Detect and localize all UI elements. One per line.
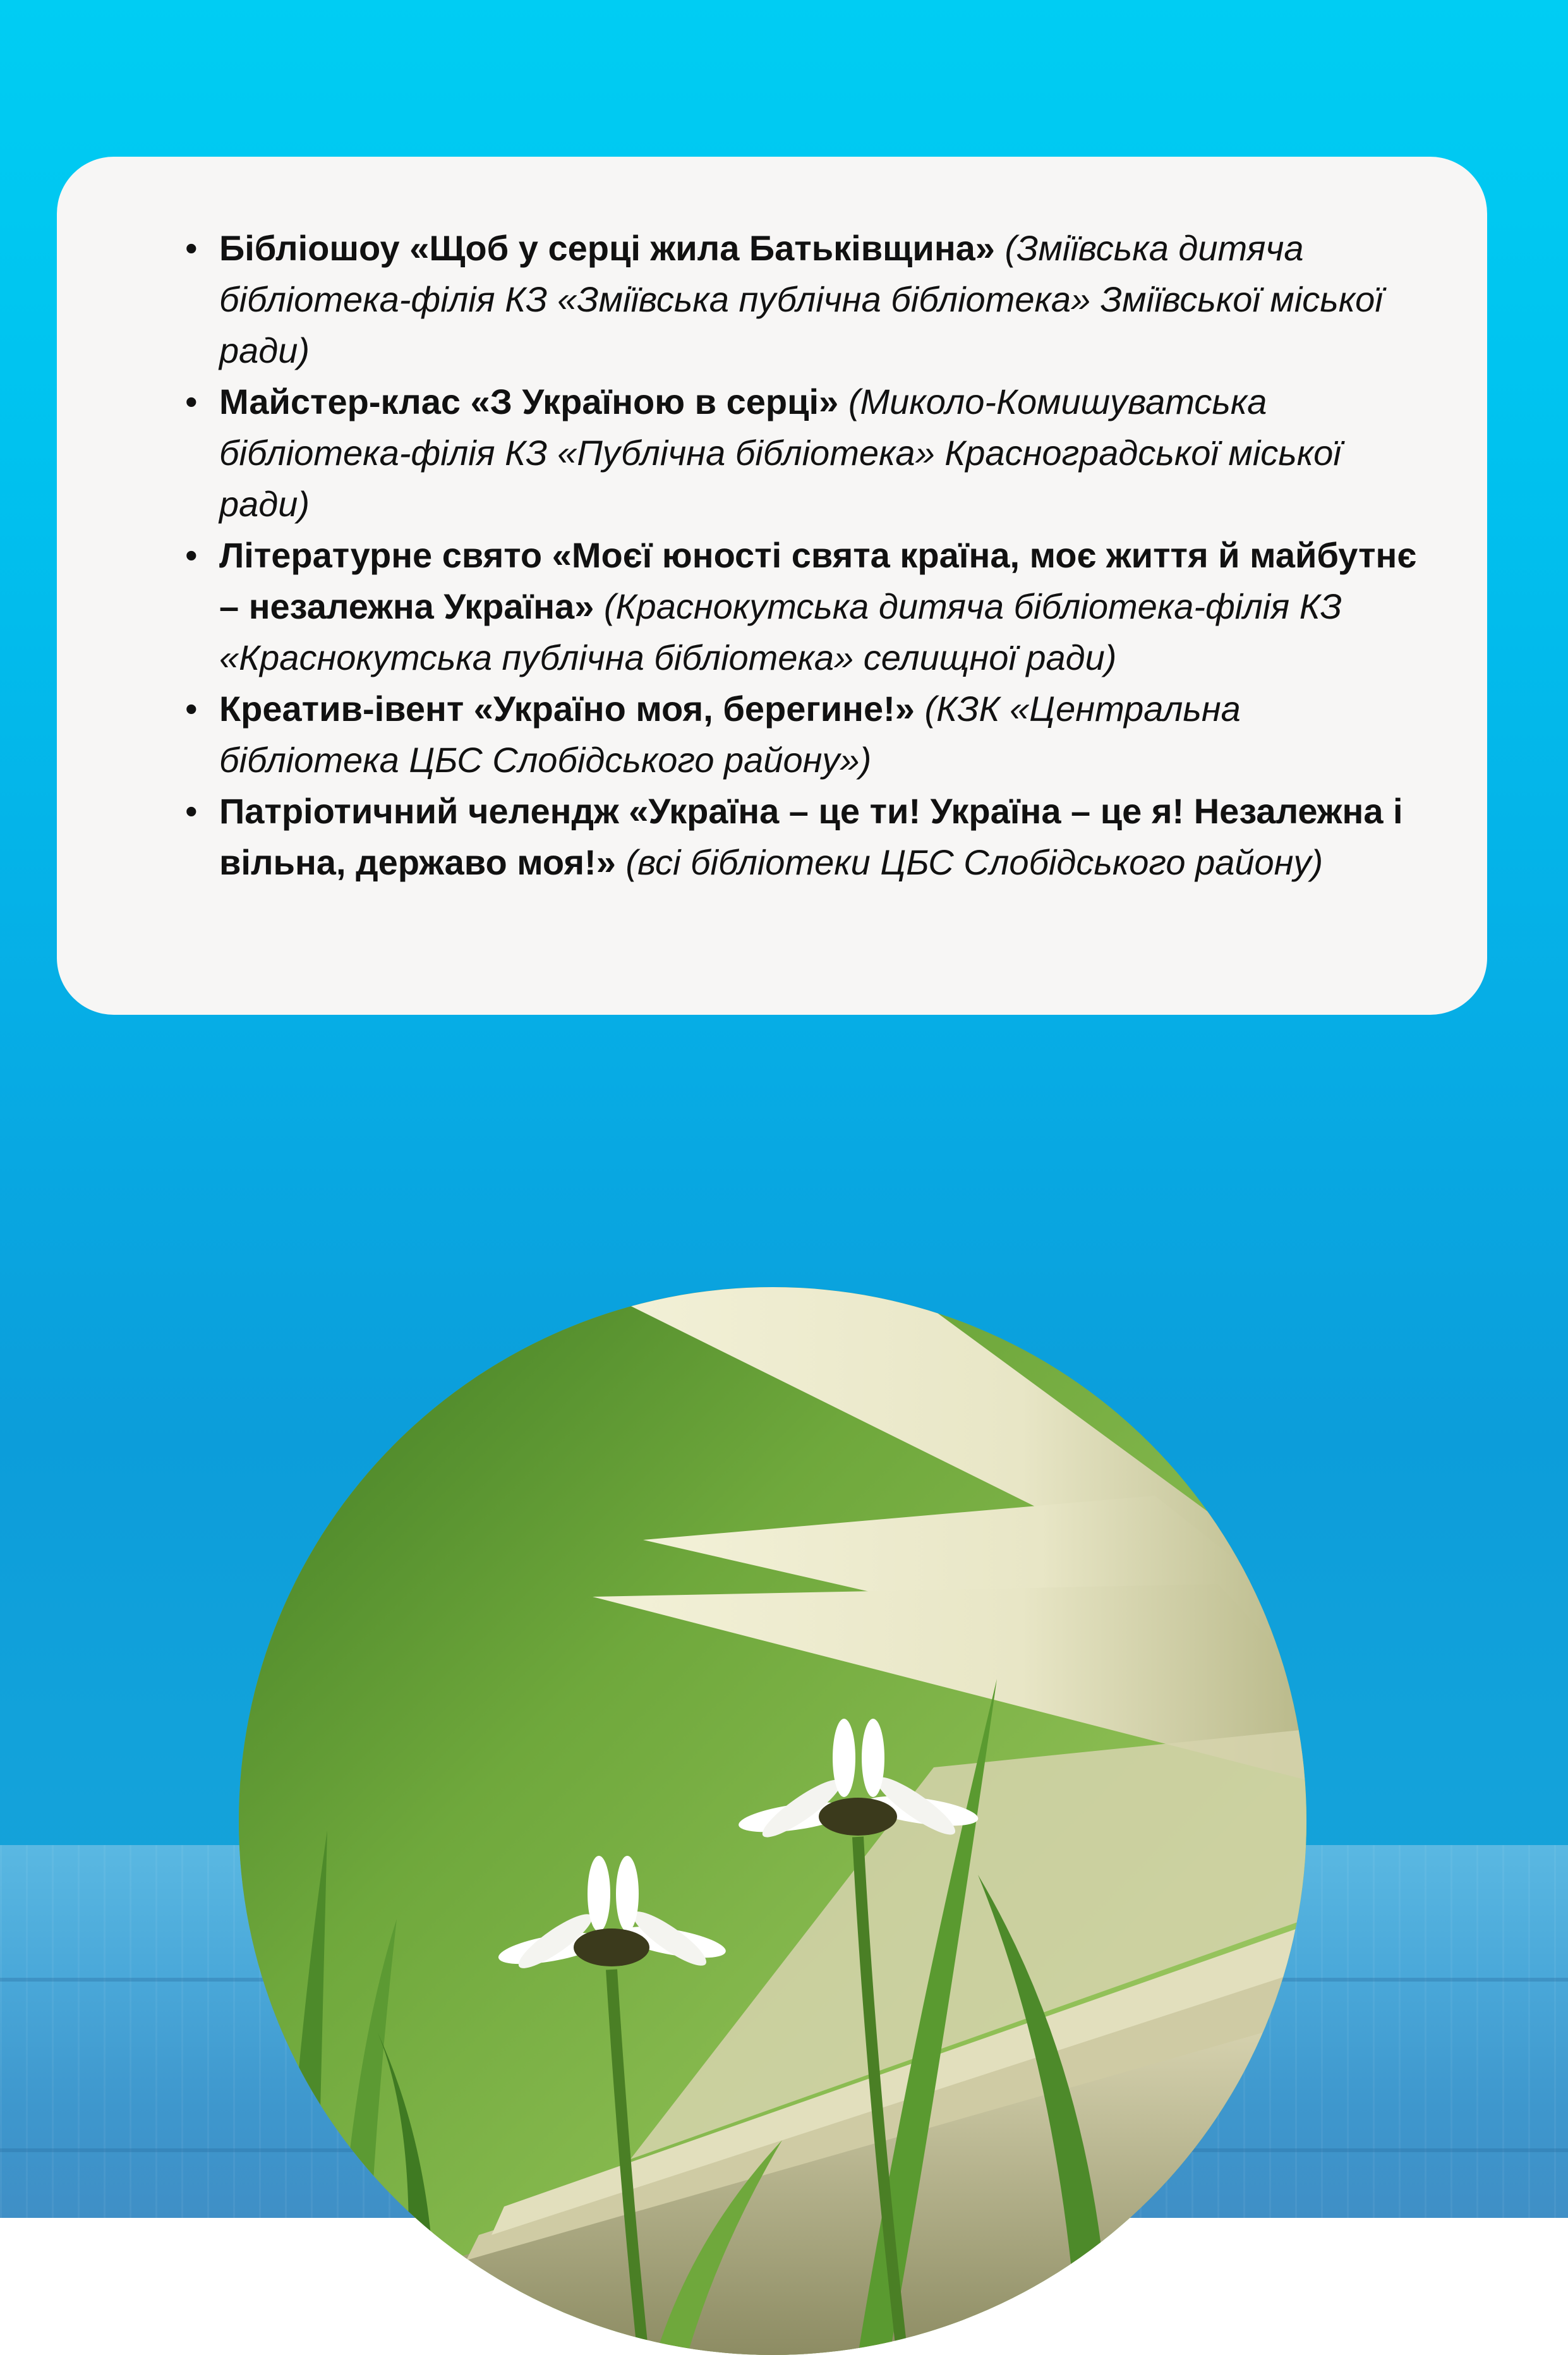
bullet-icon: • bbox=[185, 535, 198, 575]
event-title: Літературне свято «Моєї юності свята країна, моє життя й майбутнє – незалежна Україна» bbox=[219, 535, 1417, 626]
event-item bbox=[185, 785, 1420, 888]
event-organizer: (Миколо-Комишуватська бібліотека-філія КЗ «Публічна бібліотека» Красноградської міської ради) bbox=[219, 382, 1341, 524]
book-daisy-illustration bbox=[239, 1287, 1306, 2355]
bullet-icon: • bbox=[185, 382, 198, 421]
event-item bbox=[185, 222, 1420, 376]
event-title: Бібліошоу «Щоб у серці жила Батьківщина» bbox=[219, 228, 995, 268]
event-item bbox=[185, 530, 1420, 683]
book-daisy-photo bbox=[239, 1287, 1306, 2355]
event-title: Патріотичний челендж «Україна – це ти! Україна – це я! Незалежна і вільна, державо моя!» bbox=[219, 791, 1403, 882]
event-organizer: (всі бібліотеки ЦБС Слобідського району) bbox=[625, 842, 1324, 882]
events-list bbox=[185, 222, 1420, 888]
event-item bbox=[185, 376, 1420, 530]
bullet-icon: • bbox=[185, 791, 198, 831]
bullet-icon: • bbox=[185, 689, 198, 729]
event-title: Майстер-клас «З Україною в серці» bbox=[219, 382, 839, 421]
event-organizer: (Краснокутська дитяча бібліотека-філія КЗ «Краснокутська публічна бібліотека» селищної ради) bbox=[219, 586, 1342, 677]
bullet-icon: • bbox=[185, 228, 198, 268]
event-organizer: (КЗК «Центральна бібліотека ЦБС Слобідського району») bbox=[219, 689, 1241, 780]
event-item bbox=[185, 683, 1420, 785]
event-organizer: (Зміївська дитяча бібліотека-філія КЗ «Зміївська публічна бібліотека» Зміївської міської ради) bbox=[219, 228, 1383, 370]
event-title: Креатив-івент «Україно моя, берегине!» bbox=[219, 689, 915, 729]
